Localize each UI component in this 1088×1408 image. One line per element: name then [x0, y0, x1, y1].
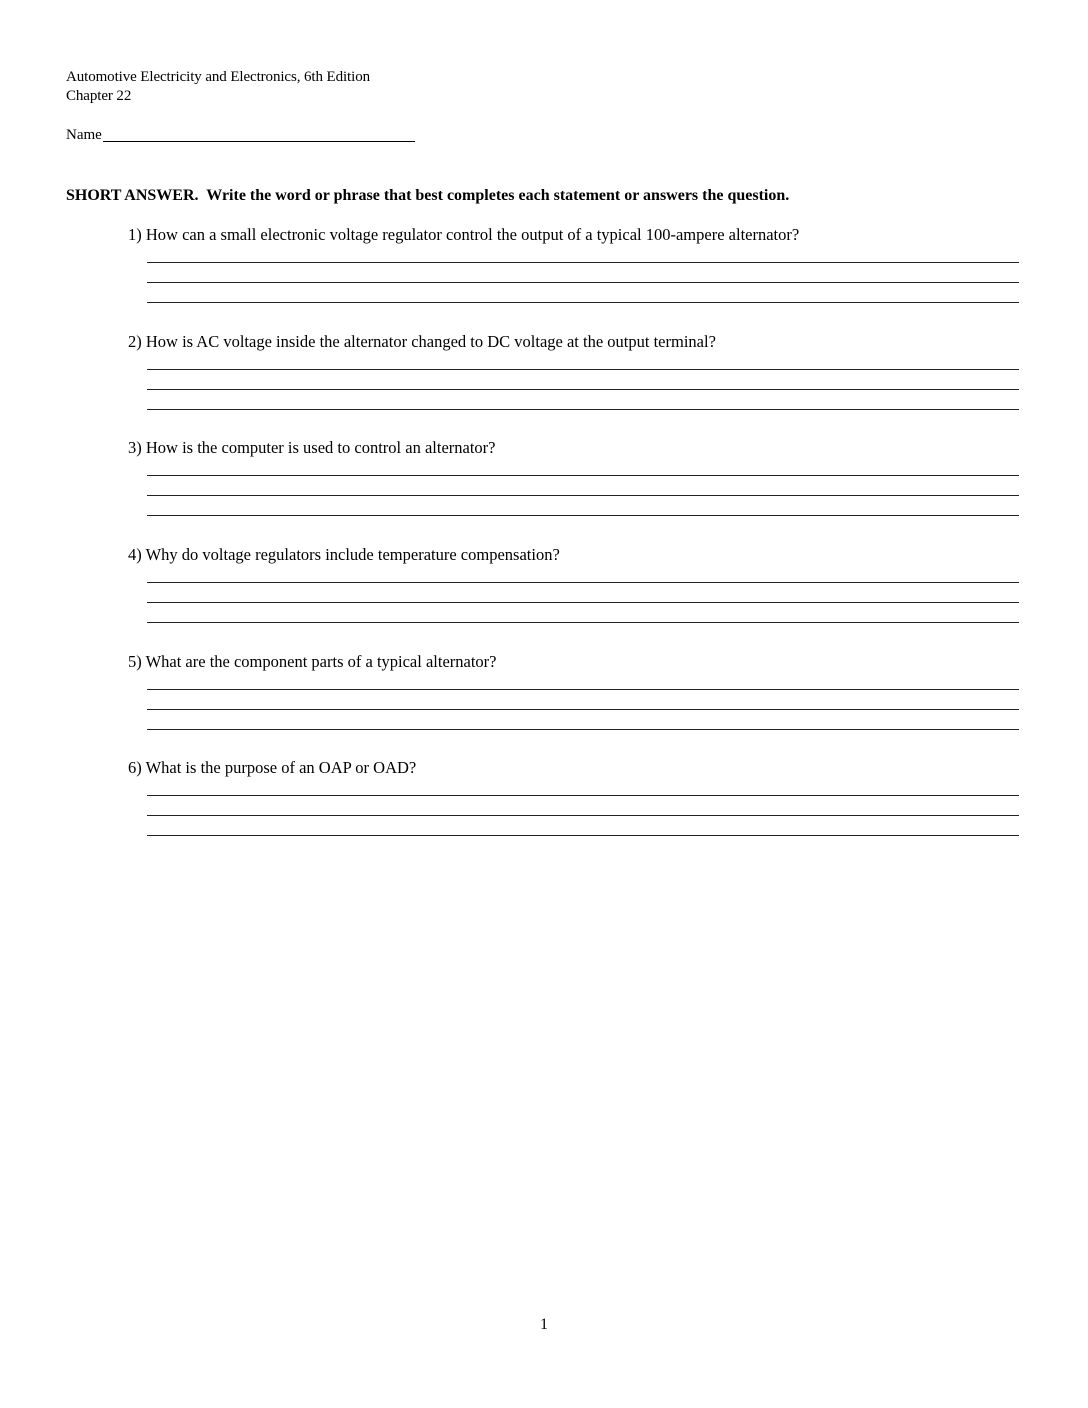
- question-6: [128, 758, 1020, 778]
- answer-line[interactable]: [147, 815, 1019, 816]
- answer-line[interactable]: [147, 709, 1019, 710]
- question-prompt: How is AC voltage inside the alternator changed to DC voltage at the output terminal?: [145, 332, 716, 351]
- question-text: [128, 758, 1020, 778]
- name-field-row: [66, 126, 415, 144]
- question-prompt: How can a small electronic voltage regulator control the output of a typical 100-ampere alternator?: [145, 225, 800, 244]
- answer-line[interactable]: [147, 729, 1019, 730]
- question-number: 3): [128, 438, 142, 457]
- question-number: 1): [128, 225, 142, 244]
- name-input-line[interactable]: [103, 141, 415, 142]
- question-text: [128, 545, 1020, 565]
- answer-area[interactable]: [147, 795, 1019, 855]
- answer-area[interactable]: [147, 582, 1019, 642]
- section-label: SHORT ANSWER.: [66, 187, 199, 204]
- answer-line[interactable]: [147, 622, 1019, 623]
- question-text: [128, 438, 1020, 458]
- question-prompt: How is the computer is used to control an alternator?: [145, 438, 496, 457]
- answer-line[interactable]: [147, 389, 1019, 390]
- answer-line[interactable]: [147, 475, 1019, 476]
- question-number: 2): [128, 332, 142, 351]
- answer-area[interactable]: [147, 369, 1019, 429]
- answer-line[interactable]: [147, 835, 1019, 836]
- answer-line[interactable]: [147, 582, 1019, 583]
- question-number: 6): [128, 758, 142, 777]
- instructions-text: Write the word or phrase that best completes each statement or answers the question.: [206, 187, 790, 204]
- answer-line[interactable]: [147, 495, 1019, 496]
- answer-line[interactable]: [147, 689, 1019, 690]
- question-5: [128, 652, 1020, 672]
- answer-line[interactable]: [147, 282, 1019, 283]
- page-number: 1: [540, 1316, 548, 1333]
- question-number: 4): [128, 545, 142, 564]
- answer-line[interactable]: [147, 302, 1019, 303]
- answer-line[interactable]: [147, 409, 1019, 410]
- answer-area[interactable]: [147, 262, 1019, 322]
- question-text: [128, 332, 1020, 352]
- answer-area[interactable]: [147, 475, 1019, 535]
- answer-line[interactable]: [147, 795, 1019, 796]
- question-2: [128, 332, 1020, 352]
- chapter-label: Chapter 22: [66, 88, 132, 104]
- answer-line[interactable]: [147, 262, 1019, 263]
- question-text: [128, 652, 1020, 672]
- answer-line[interactable]: [147, 369, 1019, 370]
- answer-line[interactable]: [147, 515, 1019, 516]
- question-number: 5): [128, 652, 142, 671]
- book-title: Automotive Electricity and Electronics, 6th Edition: [66, 69, 370, 85]
- question-4: [128, 545, 1020, 565]
- name-label: Name: [66, 127, 102, 143]
- question-text: [128, 225, 1020, 245]
- question-prompt: What is the purpose of an OAP or OAD?: [145, 758, 417, 777]
- question-prompt: Why do voltage regulators include temperature compensation?: [145, 545, 560, 564]
- question-1: [128, 225, 1020, 245]
- answer-area[interactable]: [147, 689, 1019, 749]
- section-instructions: [66, 186, 789, 206]
- question-3: [128, 438, 1020, 458]
- answer-line[interactable]: [147, 602, 1019, 603]
- question-prompt: What are the component parts of a typical alternator?: [145, 652, 497, 671]
